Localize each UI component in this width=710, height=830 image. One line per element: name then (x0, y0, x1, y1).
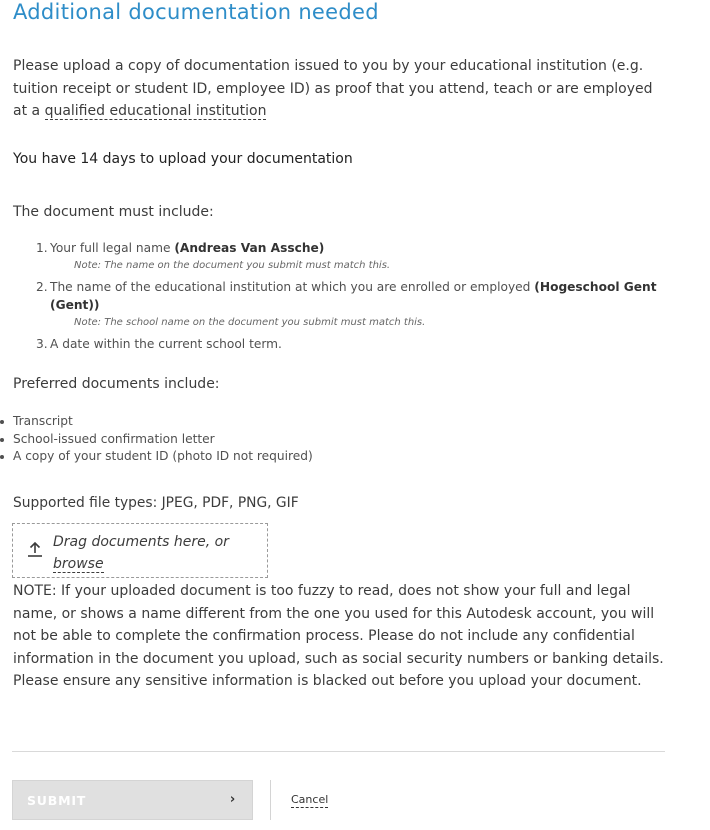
submit-label: SUBMIT (27, 792, 87, 808)
list-item: School-issued confirmation letter (13, 431, 313, 449)
requirements-list (36, 239, 666, 357)
browse-link[interactable]: browse (53, 556, 104, 572)
supported-file-types: Supported file types: JPEG, PDF, PNG, GIF (13, 495, 299, 511)
submit-button[interactable] (12, 780, 253, 820)
cancel-link[interactable]: Cancel (291, 793, 329, 806)
preferred-docs-heading: Preferred documents include: (13, 376, 220, 392)
list-item (36, 335, 666, 353)
chevron-right-icon: › (229, 792, 236, 807)
list-item: A copy of your student ID (photo ID not required) (13, 448, 313, 466)
requirement-text: Your full legal name (50, 241, 175, 255)
requirement-text: The name of the educational institution at which you are enrolled or employed (50, 280, 535, 294)
requirement-value: (Andreas Van Assche) (174, 241, 325, 255)
list-item: Transcript (13, 413, 313, 431)
requirement-value: (Hogeschool Gent (Gent)) (50, 280, 657, 312)
page-title: Additional documentation needed (13, 0, 379, 24)
intro-text (13, 55, 663, 123)
divider (12, 751, 665, 752)
item-number: 1. (36, 241, 48, 255)
item-number: 3. (36, 337, 48, 351)
dropzone-text (53, 531, 229, 575)
requirement-text: A date within the current school term. (50, 337, 282, 351)
upload-note: NOTE: If your uploaded document is too fuzzy to read, does not show your full and legal name, or shows a name different from the one you used for this Autodesk account, you will not be able to complete the confirmation process. Please do not include any confidential information in the document you upload, such as social security numbers or banking details. Please ensure any sensitive information is blacked out before you upload your document. (13, 583, 664, 690)
must-include-heading: The document must include: (13, 204, 214, 220)
list-item (36, 239, 666, 274)
requirement-note: Note: The name on the document you submit must match this. (74, 260, 391, 271)
file-dropzone[interactable] (12, 523, 268, 578)
upload-icon (27, 541, 43, 559)
list-item (36, 278, 666, 331)
upload-deadline: You have 14 days to upload your documentation (13, 151, 353, 167)
preferred-docs-list (13, 413, 313, 466)
intro-body: Please upload a copy of documentation issued to you by your educational institution (e.g. tuition receipt or student ID, employee ID) as proof that you attend, teach or are employed at a (13, 58, 653, 119)
qualified-institution-link[interactable]: qualified educational institution (44, 103, 267, 119)
item-number: 2. (36, 280, 48, 294)
drag-label: Drag documents here, or (53, 534, 229, 550)
requirement-note: Note: The school name on the document you submit must match this. (74, 317, 426, 328)
button-separator (270, 780, 271, 820)
